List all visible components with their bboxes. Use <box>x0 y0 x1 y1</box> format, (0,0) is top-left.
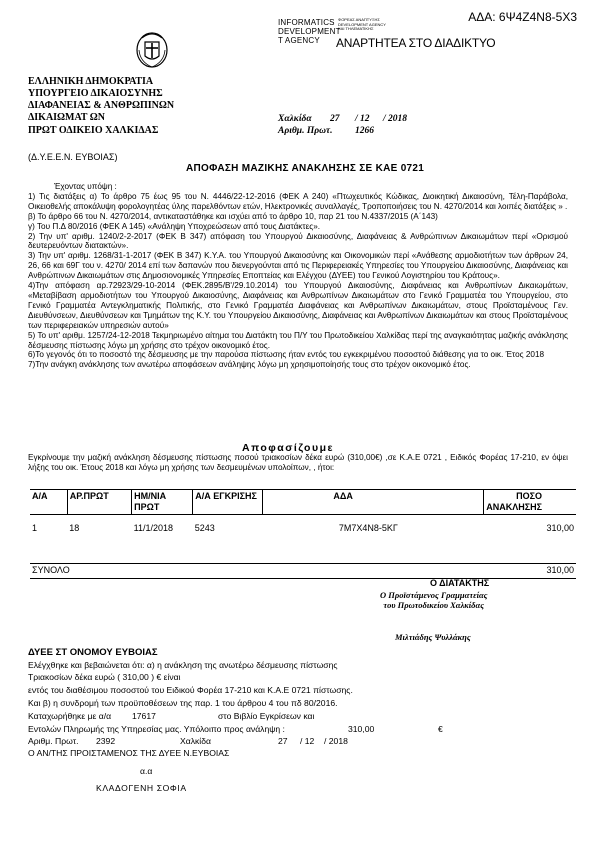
logo-line3: T AGENCY <box>278 36 320 45</box>
table-header-row <box>30 490 576 515</box>
dyee-line-1: Ελέγχθηκε και βεβαιώνεται ότι: α) η ανάκληση της ανωτέρω δέσμευσης πίστωσης <box>28 660 338 670</box>
consideration-6: 6)Το γεγονός ότι το ποσοστό της δέσμευσης με την παρούσα πίστωσης ήταν εντός του εγκεκριμένου ποσοστού διάθεσης για το οικ. Έτος 2018 <box>28 350 545 360</box>
recall-table <box>30 489 576 541</box>
dyee-line-7c: Χαλκίδα <box>180 736 211 746</box>
dyee-line-6c: € <box>438 724 443 734</box>
table-row <box>30 515 576 542</box>
dyee-line-7d: 27 <box>278 736 288 746</box>
logo-line2: DEVELOPMENT <box>278 27 341 36</box>
greek-emblem-icon <box>134 28 170 70</box>
dyee-line-3: εντός του διαθέσιμου ποσοστού του Ειδικού Φορέα 17-210 και Κ.Α.Ε 0721 πίστωσης. <box>28 685 353 695</box>
col-poso: ΠΟΣΟ ΑΝΑΚΛΗΣΗΣ <box>484 490 576 515</box>
dyee-title: ΔΥΕΕ ΣΤ ΟΝΟΜΟΥ ΕΥΒΟΙΑΣ <box>28 647 158 658</box>
dyee-line-7a: Αριθμ. Πρωτ. <box>28 736 79 746</box>
cell-ada: 7Μ7Χ4Ν8-5ΚΓ <box>338 523 398 533</box>
logo-small1: ΦΟΡΕΑΣ ΑΝΑΠΤΥΞΗΣ <box>338 17 380 22</box>
header-line-3: ΔΙΑΦΑΝΕΙΑΣ & ΑΝΘΡΩΠΙΝΩΝ <box>28 100 175 111</box>
dyee-line-7e: / 12 <box>300 736 315 746</box>
total-row <box>30 563 576 579</box>
header-line-2: ΥΠΟΥΡΓΕΙΟ ΔΙΚΑΙΟΣΥΝΗΣ <box>28 88 163 99</box>
place-label: Χαλκίδα <box>278 114 312 124</box>
diataktis-label: Ο ΔΙΑΤΑΚΤΗΣ <box>430 578 490 588</box>
signature-role <box>380 590 487 610</box>
date-month: / 12 <box>355 114 370 124</box>
anartitea-label: ΑΝΑΡΤΗΤΕΑ ΣΤΟ ΔΙΑΔΙΚΤΥΟ <box>336 36 496 50</box>
role-line-2: του Πρωτοδικείου Χαλκίδας <box>383 600 484 610</box>
cell-aa: 1 <box>32 523 38 533</box>
dyee-line-5a: Καταχωρήθηκε με α/α <box>28 711 112 721</box>
cell-poso: 310,00 <box>546 523 574 533</box>
decision-paragraph: Εγκρίνουμε την μαζική ανάκληση δέσμευσης πίστωσης ποσού τριακοσίων δέκα ευρώ (310,00€) ,σε Κ.Α.Ε 0721 , Ειδικός Φορέας 17-210, εν όψει λήξης του οικ. Έτους 2018 και λόγω μη χρήσης των δεσμευμένων υπολοίπων, , ήτοι: <box>28 453 568 472</box>
ypiresia-label: (Δ.Υ.Ε.Ε.Ν. ΕΥΒΟΙΑΣ) <box>28 152 118 162</box>
cell-date: 11/1/2018 <box>133 523 174 533</box>
dyee-line-10: ΚΛΑΔΟΓΕΝΗ ΣΟΦΙΑ <box>96 783 187 793</box>
dyee-line-4: Και β) η συνδρομή των προϋποθέσεων της παρ. 1 του άρθρου 4 του πδ 80/2016. <box>28 698 338 708</box>
date-year: / 2018 <box>383 114 408 124</box>
cell-ar-prot: 18 <box>69 523 80 533</box>
dyee-line-6: Εντολών Πληρωμής της Υπηρεσίας μας. Υπόλοιπο προς ανάληψη : <box>28 724 285 734</box>
dyee-line-9: α.α <box>140 766 153 776</box>
exontas-label: Έχοντας υπόψη : <box>54 182 117 191</box>
col-ada: ΑΔΑ <box>263 490 484 515</box>
dyee-line-2: Τριακοσίων δέκα ευρώ ( 310,00 ) € είναι <box>28 672 181 682</box>
header-line-5: ΠΡΩΤ ΟΔΙΚΕΙΟ ΧΑΛΚΙΔΑΣ <box>28 125 159 136</box>
considerations-block <box>28 182 568 370</box>
apofasizoume-heading: Αποφασίζουμε <box>242 442 334 454</box>
consideration-3: 3) Την υπ' αριθμ. 1268/31-1-2017 (ΦΕΚ Β 347) Κ.Υ.Α. του Υπουργού Δικαιοσύνης και Οικονομικών περί «Ανάθεσης αρμοδιοτήτων των άρθρων 24, 26, 66 και 69Γ του ν. 4270/ 2014 επί των δαπανών που διενεργούνται από τις Περιφερειακές Υπηρεσίες του Υπουργείου Δικαιοσύνης, Διαφάνειας και Ανθρώπινων Δικαιωμάτων στις Δημοσιονομικές Υπηρεσίες Εποπτείας και Ελέγχου (ΔΥΕΕ) του Γενικού Λογιστηρίου του Κράτους». <box>28 251 568 281</box>
logo-small-text <box>338 18 386 32</box>
logo-small3: ΚΑΙ ΤΗΛΕΜΑΤΙΚΗΣ <box>338 26 374 32</box>
total-label: ΣΥΝΟΛΟ <box>32 565 70 575</box>
dyee-line-7b: 2392 <box>96 736 116 746</box>
cell-aa-egkrisis: 5243 <box>194 523 215 533</box>
consideration-2: 2) Την υπ' αριθμ. 1240/2-2-2017 (ΦΕΚ Β 347) απόφαση του Υπουργού Δικαιοσύνης, Διαφάνειας & Ανθρώπινων Δικαιωμάτων περί «Ορισμού δευτερευόντων διατακτών». <box>28 231 568 251</box>
role-line-1: Ο Προϊστάμενος Γραμματείας <box>380 590 488 600</box>
col-aa: Α/Α <box>30 490 67 515</box>
logo-small2: DEVELOPMENT AGENCY <box>338 21 386 27</box>
consideration-4: 4)Την απόφαση αρ.72923/29-10-2014 (ΦΕΚ.2895/Β'/29.10.2014) του Υπουργού Δικαιοσύνης, Διαφάνειας και Ανθρωπίνων Δικαιωμάτων, «Μεταβίβαση αρμοδιοτήτων του Υπουργού Δικαιοσύνης, Διαφάνειας και Ανθρωπίνων Δικαιωμάτων στο Γενικό Γραμματέα του Υπουργείου, στο Γενικό Γραμματέα Αντεγκληματικής Πολιτικής, στο Γενικό Γραμματέα Διαφάνειας και Ανθρωπίνων Δικαιωμάτων, στους Προϊσταμένους Γεν. Διευθύνσεων, Διευθύνσεων και Τμημάτων της Κ.Υ. του Υπουργείου Δικαιοσύνης, Διαφάνειας και Ανθρωπίνων Δικαιωμάτων και στους Προϊσταμένους των περιφερειακών υπηρεσιών αυτού» <box>28 281 568 330</box>
col-date: ΗΜ/ΝΙΑ ΠΡΩΤ <box>132 490 193 515</box>
dyee-line-5c: στο Βιβλίο Εγκρίσεων και <box>218 711 315 721</box>
dyee-line-6b: 310,00 <box>348 724 375 734</box>
col-ar-prot: ΑΡ.ΠΡΩΤ <box>67 490 131 515</box>
consideration-7: 7)Την ανάγκη ανάκλησης των ανωτέρω αποφάσεων ανάληψης λόγω μη χρησιμοποίησής τους στο τρέχον οικονομικό έτος. <box>28 360 471 370</box>
consideration-1b: β) Το άρθρο 66 του Ν. 4270/2014, αντικαταστάθηκε και ισχύει από το άρθρο 10, παρ 21 του Ν.4337/2015 (Α΄143) <box>28 211 438 221</box>
consideration-1c: γ) Του Π.Δ 80/2016 (ΦΕΚ Α 145) «Ανάληψη Υποχρεώσεων από τους Διατάκτες». <box>28 221 321 231</box>
decision-text <box>28 453 568 473</box>
total-value: 310,00 <box>546 565 574 575</box>
dyee-line-8: Ο ΑΝ/ΤΗΣ ΠΡΟΙΣΤΑΜΕΝΟΣ ΤΗΣ ΔΥΕΕ Ν.ΕΥΒΟΙΑΣ <box>28 748 230 758</box>
consideration-1: 1) Τις διατάξεις α) Το άρθρο 75 έως 95 του Ν. 4446/22-12-2016 (ΦΕΚ Α 240) «Πτωχευτικός Κώδικας, Διοικητική Δικαιοσύνη, Τέλη-Παράβολα, Οικειοθελής αποκάλυψη φορολογητέας ύλης παρελθόντων ετών, Ηλεκτρονικές συναλλαγές, Τροποποιήσεις του Ν. 4270/2014 και λοιπές διατάξεις » . <box>28 191 568 211</box>
dyee-line-5b: 17617 <box>132 711 156 721</box>
logo-line1: INFORMATICS <box>278 18 335 27</box>
consideration-5: 5) Το υπ' αριθμ. 1257/24-12-2018 Τεκμηριωμένο αίτημα του Διατάκτη του Π/Υ του Πρωτοδικείου Χαλκίδας περί της αναγκαιότητας μαζικής ανάκλησης δέσμευσης πίστωσης λόγω μη χρήσης στο τρέχον οικονομικό έτος. <box>28 330 568 350</box>
header-line-4: ΔΙΚΑΙΩΜΑΤ ΩΝ <box>28 112 105 123</box>
ada-top: ΑΔΑ: 6Ψ4Ζ4Ν8-5Χ3 <box>468 10 577 24</box>
header-line-1: ΕΛΛΗΝΙΚΗ ΔΗΜΟΚΡΑΤΙΑ <box>28 76 154 87</box>
document-title: ΑΠΟΦΑΣΗ ΜΑΖΙΚΗΣ ΑΝΑΚΛΗΣΗΣ ΣΕ ΚΑΕ 0721 <box>186 163 425 174</box>
col-aa-egkrisis: Α/Α ΕΓΚΡΙΣΗΣ <box>193 490 263 515</box>
prot-number: 1266 <box>355 126 374 136</box>
dyee-line-7f: / 2018 <box>324 736 348 746</box>
signatory-name: Μιλτιάδης Ψυλλάκης <box>395 632 471 642</box>
date-day: 27 <box>330 114 340 124</box>
prot-label: Αριθμ. Πρωτ. <box>278 126 333 136</box>
